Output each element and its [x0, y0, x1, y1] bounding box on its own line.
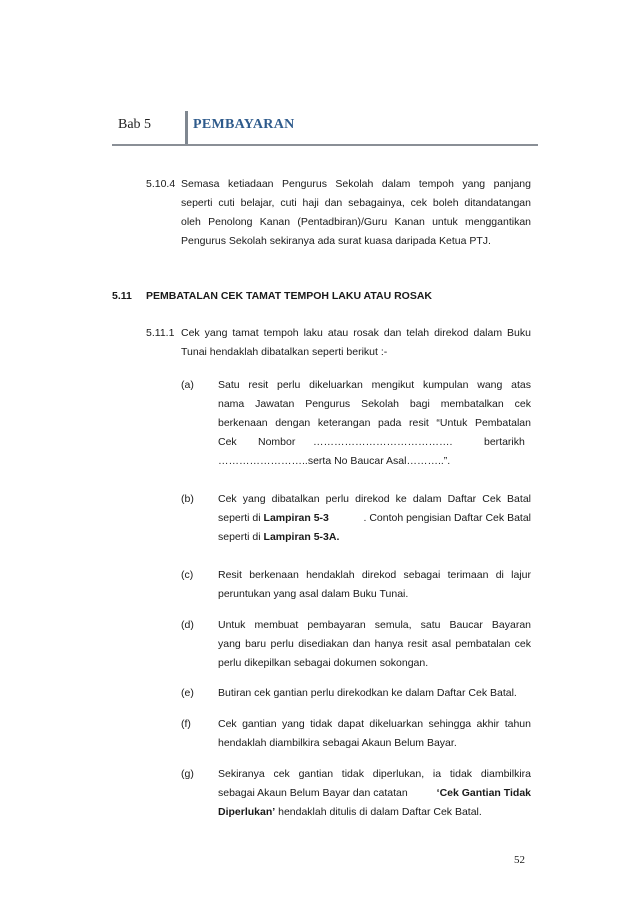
- item-line-word: Cek: [218, 436, 237, 448]
- para-line: Tunai hendaklah dibatalkan seperti berikut :-: [181, 346, 388, 358]
- item-line: peruntukan yang asal dalam Buku Tunai.: [218, 588, 409, 600]
- header-rule: [112, 144, 538, 146]
- item-label: (d): [181, 619, 194, 631]
- para-number: 5.11.1: [146, 327, 175, 339]
- appendix-ref: Lampiran 5-3: [263, 512, 329, 524]
- item-line: Cek gantian yang tidak dapat dikeluarkan sehingga akhir tahun: [218, 718, 531, 730]
- item-line-word: bertarikh: [484, 436, 525, 448]
- section-number: 5.11: [112, 290, 132, 302]
- para-line: oleh Penolong Kanan (Pentadbiran)/Guru Kanan untuk menggantikan: [181, 216, 531, 228]
- item-line: perlu dikepilkan sebagai dokumen sokongan.: [218, 657, 429, 669]
- item-label: (b): [181, 493, 194, 505]
- item-text: seperti di: [218, 531, 264, 543]
- para-line: seperti cuti belajar, cuti haji dan sebagainya, cek boleh ditandatangan: [181, 197, 531, 209]
- section-title: PEMBATALAN CEK TAMAT TEMPOH LAKU ATAU ROSAK: [146, 290, 433, 302]
- emphasis-text: Diperlukan’: [218, 806, 276, 818]
- item-line: berkenaan dengan keterangan pada resit “Untuk Pembatalan: [218, 417, 531, 429]
- emphasis-text: ‘Cek Gantian Tidak: [436, 787, 531, 799]
- header-divider: [185, 111, 188, 145]
- appendix-ref: Lampiran 5-3A.: [263, 531, 340, 543]
- item-line: Butiran cek gantian perlu direkodkan ke dalam Daftar Cek Batal.: [218, 687, 517, 699]
- item-line-word: Nombor: [258, 436, 296, 448]
- item-label: (a): [181, 379, 194, 391]
- item-line: Sekiranya cek gantian tidak diperlukan, ia tidak diambilkira: [218, 768, 531, 780]
- item-line: [218, 511, 531, 525]
- item-line: [218, 805, 482, 819]
- item-label: (f): [181, 718, 191, 730]
- item-label: (g): [181, 768, 194, 780]
- chapter-label: Bab 5: [118, 117, 152, 132]
- item-text: seperti di Lampiran 5-3: [218, 512, 329, 524]
- item-text: hendaklah ditulis di dalam Daftar Cek Batal.: [275, 806, 482, 818]
- para-line: Cek yang tamat tempoh laku atau rosak dan telah direkod dalam Buku: [181, 327, 531, 339]
- item-line: [218, 786, 531, 800]
- item-text: . Contoh pengisian Daftar Cek Batal: [363, 512, 531, 524]
- item-text: sebagai Akaun Belum Bayar dan catatan: [218, 787, 408, 799]
- item-line-dots: ………………………………….: [313, 436, 453, 448]
- item-line: [218, 530, 339, 544]
- item-label: (c): [181, 569, 194, 581]
- item-line: Untuk membuat pembayaran semula, satu Baucar Bayaran: [218, 619, 531, 631]
- para-line: Pengurus Sekolah sekiranya ada surat kuasa daripada Ketua PTJ.: [181, 235, 491, 247]
- item-line: ……………………..serta No Baucar Asal………..”.: [218, 455, 451, 467]
- item-line: Resit berkenaan hendaklah direkod sebagai terimaan di lajur: [218, 569, 531, 581]
- item-line: nama Jawatan Pengurus Sekolah bagi membatalkan cek: [218, 398, 531, 410]
- item-line: hendaklah diambilkira sebagai Akaun Belum Bayar.: [218, 737, 457, 749]
- item-line: Satu resit perlu dikeluarkan mengikut kumpulan wang atas: [218, 379, 531, 391]
- item-label: (e): [181, 687, 194, 699]
- para-number: 5.10.4: [146, 178, 176, 190]
- item-line: Cek yang dibatalkan perlu direkod ke dalam Daftar Cek Batal: [218, 493, 531, 505]
- para-line: Semasa ketiadaan Pengurus Sekolah dalam tempoh yang panjang: [181, 178, 531, 190]
- item-line: yang baru perlu disediakan dan hanya resit asal pembatalan cek: [218, 638, 531, 650]
- chapter-title: PEMBAYARAN: [193, 117, 295, 132]
- page-number: 52: [514, 854, 525, 866]
